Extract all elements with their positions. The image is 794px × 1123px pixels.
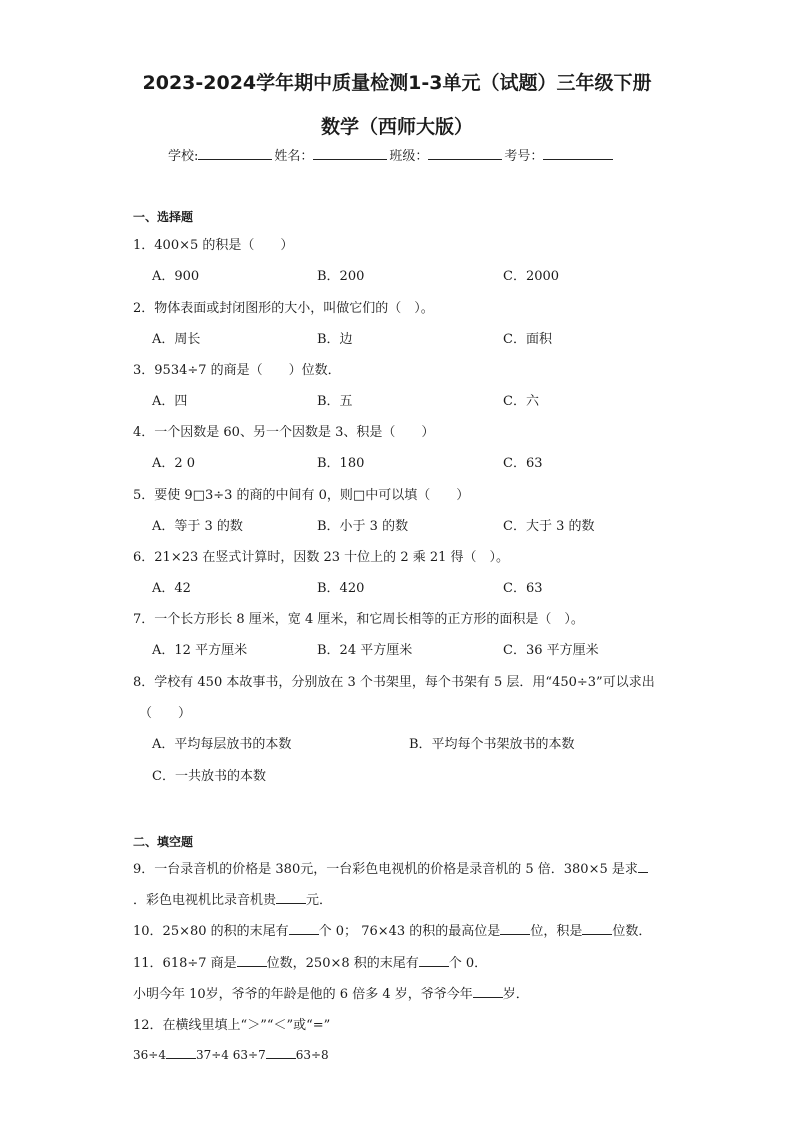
option-b: B．小于 3 的数 [317, 519, 409, 534]
answer-blank[interactable] [166, 1046, 196, 1059]
option-a: A．900 [152, 269, 200, 284]
compare-right: 63÷8 [295, 1048, 329, 1062]
question-stem: 6．21×23 在竖式计算时，因数 23 十位上的 2 乘 21 得（ ）。 [133, 550, 510, 565]
q11x-text-b: 岁． [502, 987, 529, 1002]
option-c: C．大于 3 的数 [503, 519, 595, 534]
option-c: C．一共放书的本数 [152, 769, 266, 784]
school-label: 学校: [168, 149, 199, 164]
answer-blank[interactable] [276, 891, 306, 904]
option-a: A．周长 [152, 332, 201, 347]
answer-blank[interactable] [237, 954, 267, 967]
section1-heading: 一、选择题 [133, 210, 194, 224]
option-a: A．12 平方厘米 [152, 643, 248, 658]
answer-blank[interactable] [500, 922, 530, 935]
name-label: 姓名： [274, 149, 314, 164]
q9-text: 9．一台录音机的价格是 380元，一台彩色电视机的价格是录音机的 5 倍．380×5 是求 [133, 862, 638, 877]
q11-text-b: 位数，250×8 积的末尾有 [266, 956, 419, 971]
student-info-row [168, 145, 615, 164]
name-blank[interactable] [313, 146, 387, 160]
class-label: 班级： [389, 149, 429, 164]
option-b: B．420 [317, 581, 365, 596]
option-c: C．六 [503, 394, 539, 409]
option-a: A．平均每层放书的本数 [152, 737, 292, 752]
option-a: A．四 [152, 394, 188, 409]
q11x-text-a: 小明今年 10岁，爷爷的年龄是他的 6 倍多 4 岁，爷爷今年 [133, 987, 473, 1002]
question-stem [133, 920, 651, 939]
question-stem [133, 952, 487, 971]
answer-blank[interactable] [638, 860, 648, 873]
option-b: B．边 [317, 332, 353, 347]
option-a: A．等于 3 的数 [152, 519, 243, 534]
option-c: C．面积 [503, 332, 552, 347]
compare-left: 36÷4 [133, 1048, 166, 1062]
number-blank[interactable] [543, 146, 613, 160]
question-stem: 12．在横线里填上“＞”“＜”或“=” [133, 1018, 331, 1033]
exam-title-line2: 数学（西师大版） [320, 116, 473, 138]
exam-title-line1: 2023-2024学年期中质量检测1-3单元（试题）三年级下册 [142, 72, 652, 94]
question-stem: 1．400×5 的积是（ ） [133, 238, 294, 253]
class-blank[interactable] [428, 146, 502, 160]
number-label: 考号： [504, 149, 544, 164]
q9-text-2a: ．彩色电视机比录音机贵 [133, 893, 277, 908]
option-b: B．五 [317, 394, 353, 409]
option-b: B．200 [317, 269, 365, 284]
question-stem: 2．物体表面或封闭图形的大小，叫做它们的（ ）。 [133, 301, 434, 316]
q11-text-c: 个 0． [448, 956, 488, 971]
option-c: C．36 平方厘米 [503, 643, 599, 658]
option-b: B．180 [317, 456, 365, 471]
q10-text-c: 位，积是 [530, 924, 583, 939]
answer-blank[interactable] [419, 954, 449, 967]
compare-mid: 37÷4 63÷7 [195, 1048, 266, 1062]
answer-blank[interactable] [266, 1046, 296, 1059]
answer-blank[interactable] [289, 922, 319, 935]
question-stem: 8．学校有 450 本故事书，分别放在 3 个书架里，每个书架有 5 层．用“450÷3”可以求出 [133, 675, 655, 690]
option-c: C．63 [503, 581, 543, 596]
q10-text-d: 位数． [612, 924, 652, 939]
compare-row [133, 1046, 329, 1062]
question-stem: 4．一个因数是 60、另一个因数是 3、积是（ ） [133, 425, 435, 440]
q11-text-a: 11．618÷7 商是 [133, 956, 237, 971]
school-blank[interactable] [198, 146, 272, 160]
question-stem-cont [133, 889, 332, 908]
section2-heading: 二、填空题 [133, 835, 194, 849]
answer-blank[interactable] [473, 985, 503, 998]
q10-text-b: 个 0； 76×43 的积的最高位是 [318, 924, 501, 939]
option-b: B．24 平方厘米 [317, 643, 413, 658]
answer-blank[interactable] [582, 922, 612, 935]
question-stem: 7．一个长方形长 8 厘米，宽 4 厘米，和它周长相等的正方形的面积是（ ）。 [133, 612, 584, 627]
option-a: A．2 0 [152, 456, 196, 471]
question-stem-cont: （ ） [139, 706, 192, 721]
option-c: C．2000 [503, 269, 560, 284]
question-stem: 5．要使 9□3÷3 的商的中间有 0，则□中可以填（ ） [133, 488, 470, 503]
q9-text-2b: 元． [306, 893, 333, 908]
question-stem: 3．9534÷7 的商是（ ）位数． [133, 363, 341, 378]
question-stem [133, 983, 529, 1002]
option-c: C．63 [503, 456, 543, 471]
option-a: A．42 [152, 581, 191, 596]
question-stem [133, 858, 648, 877]
q10-text-a: 10．25×80 的积的末尾有 [133, 924, 289, 939]
option-b: B．平均每个书架放书的本数 [409, 737, 575, 752]
